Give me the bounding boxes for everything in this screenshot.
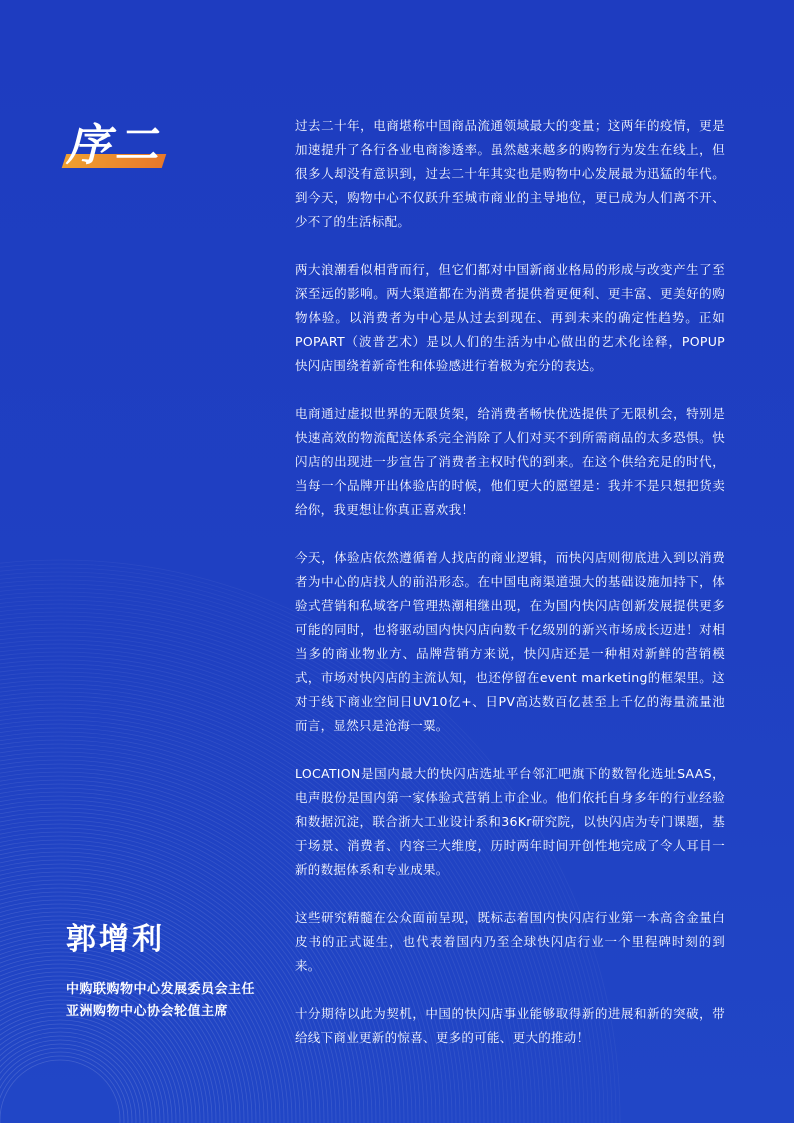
paragraph-1: 过去二十年，电商堪称中国商品流通领域最大的变量；这两年的疫情，更是加速提升了各行各业电商渗透率。虽然越来越多的购物行为发生在线上，但很多人却没有意识到，过去二十年其实也是购物中心发展最为迅猛的年代。到今天，购物中心不仅跃升至城市商业的主导地位，更已成为人们离不开、少不了的生活标配。 <box>295 118 725 229</box>
preface-body <box>295 114 725 1074</box>
paragraph-5: LOCATION是国内最大的快闪店选址平台邻汇吧旗下的数智化选址SAAS，电声股份是国内第一家体验式营销上市企业。他们依托自身多年的行业经验和数据沉淀，联合浙大工业设计系和36Kr研究院，以快闪店为专门课题，基于场景、消费者、内容三大维度，历时两年时间开创性地完成了令人耳目一新的数据体系和专业成果。 <box>295 766 725 877</box>
paragraph-3: 电商通过虚拟世界的无限货架，给消费者畅快优选提供了无限机会，特别是快速高效的物流配送体系完全消除了人们对买不到所需商品的太多恐惧。快闪店的出现进一步宣告了消费者主权时代的到来。在这个供给充足的时代，当每一个品牌开出体验店的时候，他们更大的愿望是：我并不是只想把货卖给你，我更想让你真正喜欢我！ <box>295 406 725 517</box>
paragraph-2: 两大浪潮看似相背而行，但它们都对中国新商业格局的形成与改变产生了至深至远的影响。两大渠道都在为消费者提供着更便利、更丰富、更美好的购物体验。以消费者为中心是从过去到现在、再到未来的确定性趋势。正如POPART（波普艺术）是以人们的生活为中心做出的艺术化诠释，POPUP 快闪店围绕着新奇性和体验感进行着极为充分的表达。 <box>295 262 725 373</box>
section-title: 序二 <box>66 120 162 171</box>
author-name: 郭增利 <box>66 922 165 957</box>
section-title-block <box>62 118 172 176</box>
paragraph-4: 今天，体验店依然遵循着人找店的商业逻辑，而快闪店则彻底进入到以消费者为中心的店找人的前沿形态。在中国电商渠道强大的基础设施加持下，体验式营销和私域客户管理热潮相继出现，在为国内快闪店创新发展提供更多可能的同时，也将驱动国内快闪店向数千亿级别的新兴市场成长迈进！对相当多的商业物业方、品牌营销方来说，快闪店还是一种相对新鲜的营销模式，市场对快闪店的主流认知，也还停留在event marketing的框架里。这对于线下商业空间日UV10亿+、日PV高达数百亿甚至上千亿的海量流量池而言，显然只是沧海一粟。 <box>295 550 725 733</box>
author-title-2: 亚洲购物中心协会轮值主席 <box>66 1004 229 1019</box>
paragraph-6: 这些研究精髓在公众面前呈现，既标志着国内快闪店行业第一本高含金量白皮书的正式诞生，也代表着国内乃至全球快闪店行业一个里程碑时刻的到来。 <box>295 910 725 973</box>
author-title-1: 中购联购物中心发展委员会主任 <box>66 982 256 997</box>
paragraph-7: 十分期待以此为契机，中国的快闪店事业能够取得新的进展和新的突破，带给线下商业更新的惊喜、更多的可能、更大的推动！ <box>295 1006 725 1045</box>
